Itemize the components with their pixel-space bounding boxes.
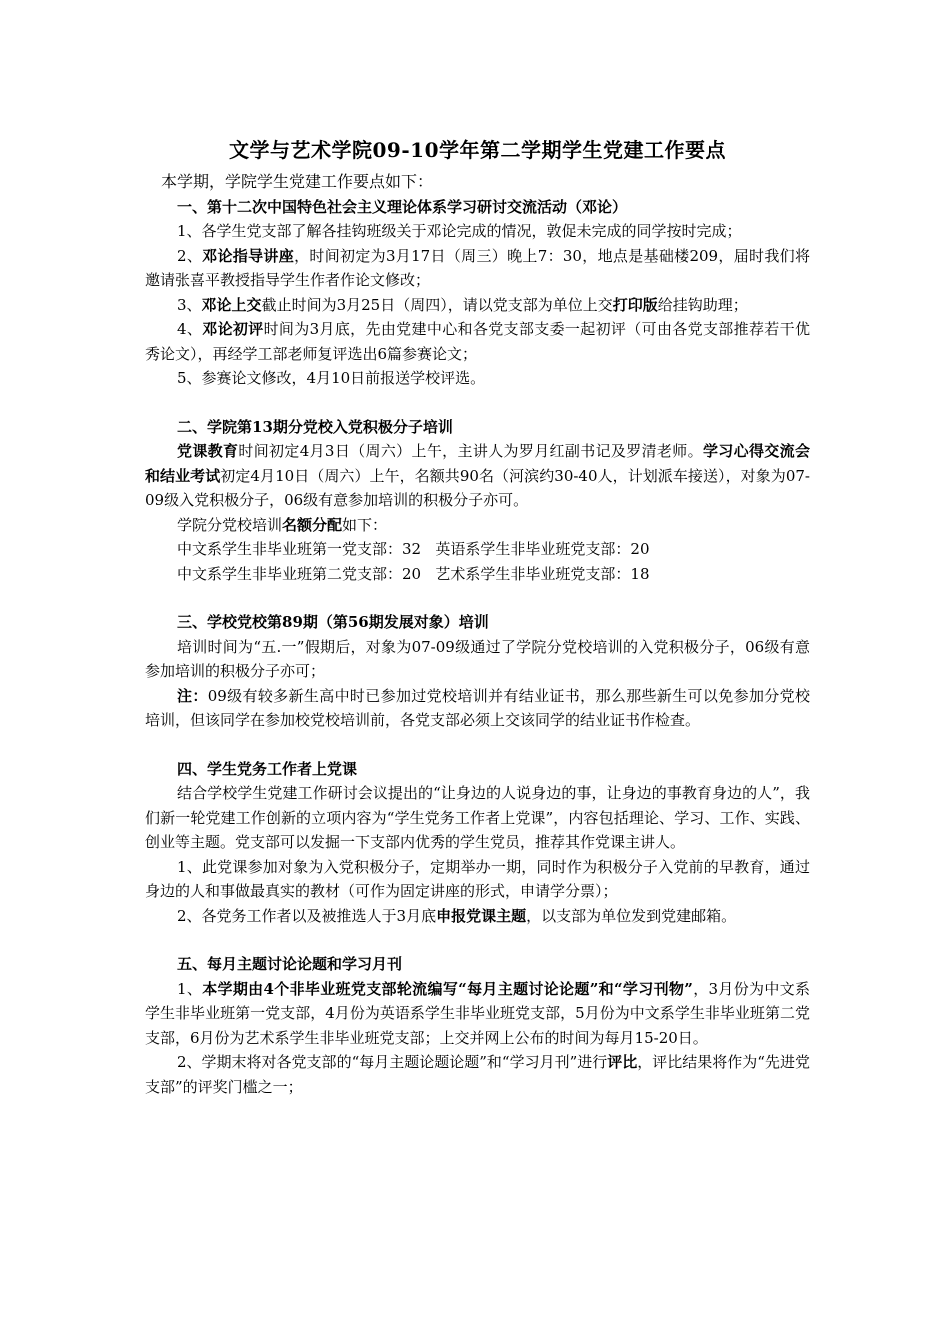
- spacer: [145, 391, 810, 415]
- spacer: [145, 733, 810, 757]
- section-1-item-4: 4、邓论初评时间为3月底，先由党建中心和各党支部支委一起初评（可由各党支部推荐若干优秀论文），再经学工部老师复评选出6篇参赛论文；: [145, 320, 810, 363]
- section-3-heading: 三、学校党校第89期（第56期发展对象）培训: [177, 613, 489, 631]
- intro-text: 本学期，学院学生党建工作要点如下：: [161, 172, 434, 191]
- section-2-quota-intro: 学院分党校培训名额分配如下：: [177, 515, 388, 534]
- section-1-item-3: 3、邓论上交截止时间为3月25日（周四），请以党支部为单位上交打印版给挂钩助理；: [177, 295, 748, 314]
- section-1-heading: 一、第十二次中国特色社会主义理论体系学习研讨交流活动（邓论）: [177, 197, 628, 216]
- section-3-note: 注：09级有较多新生高中时已参加过党校培训并有结业证书，那么那些新生可以免参加分党校培训，但该同学在参加校党校培训前，各党支部必须上交该同学的结业证书作检查。: [145, 686, 810, 729]
- section-5-heading: 五、每月主题讨论论题和学习月刊: [177, 955, 403, 973]
- document-page: [145, 128, 810, 1099]
- section-4-heading: 四、学生党务工作者上党课: [177, 759, 358, 778]
- section-2-heading: 二、学院第13期分党校入党积极分子培训: [177, 417, 453, 436]
- section-4-item-1: 1、此党课参加对象为入党积极分子，定期举办一期，同时作为积极分子入党前的早教育，通过身边的人和事做最真实的教材（可作为固定讲座的形式，申请学分票）；: [145, 857, 810, 900]
- section-5-item-1: 1、本学期由4个非毕业班党支部轮流编写“每月主题讨论论题”和“学习刊物”，3月份为中文系学生非毕业班第一党支部，4月份为英语系学生非毕业班党支部，5月份为中文系学生非毕业班第二党支部，6月份为艺术系学生非毕业班党支部；上交并网上公布的时间为每月15-20日。: [145, 979, 811, 1047]
- section-4-paragraph-1: 结合学校学生党建工作研讨会议提出的“让身边的人说身边的事，让身边的事教育身边的人”，我们新一轮党建工作创新的立项内容为“学生党务工作者上党课”，内容包括理论、学习、工作、实践、创业等主题。党支部可以发掘一下支部内优秀的学生党员，推荐其作党课主讲人。: [145, 784, 810, 851]
- section-3-paragraph-1: 培训时间为“五.一”假期后，对象为07-09级通过了学院分党校培训的入党积极分子，06级有意参加培训的积极分子亦可；: [145, 637, 810, 680]
- section-2-quota-line-2: 中文系学生非毕业班第二党支部：20 艺术系学生非毕业班党支部：18: [177, 564, 650, 583]
- spacer: [145, 928, 810, 952]
- section-2-paragraph-1: 党课教育时间初定4月3日（周六）上午，主讲人为罗月红副书记及罗清老师。学习心得交流会和结业考试初定4月10日（周六）上午，名额共90名（河滨约30-40人，计划派车接送），对象为07-09级入党积极分子，06级有意参加培训的积极分子亦可。: [145, 442, 810, 509]
- section-5-item-2: 2、学期末将对各党支部的“每月主题论题论题”和“学习月刊”进行评比，评比结果将作为“先进党支部”的评奖门槛之一；: [145, 1053, 810, 1096]
- section-4-item-2: 2、各党务工作者以及被推选人于3月底申报党课主题，以支部为单位发到党建邮箱。: [177, 906, 737, 925]
- section-1-item-2: 2、邓论指导讲座，时间初定为3月17日（周三）晚上7：30，地点是基础楼209，届时我们将邀请张喜平教授指导学生作者作论文修改；: [145, 246, 810, 289]
- section-1-item-1: 1、各学生党支部了解各挂钩班级关于邓论完成的情况，敦促未完成的同学按时完成；: [177, 222, 742, 240]
- section-2-quota-line-1: 中文系学生非毕业班第一党支部：32 英语系学生非毕业班党支部：20: [177, 540, 650, 558]
- document-title: 文学与艺术学院09-10学年第二学期学生党建工作要点: [229, 138, 726, 162]
- spacer: [145, 586, 810, 610]
- section-1-item-5: 5、参赛论文修改，4月10日前报送学校评选。: [177, 369, 486, 387]
